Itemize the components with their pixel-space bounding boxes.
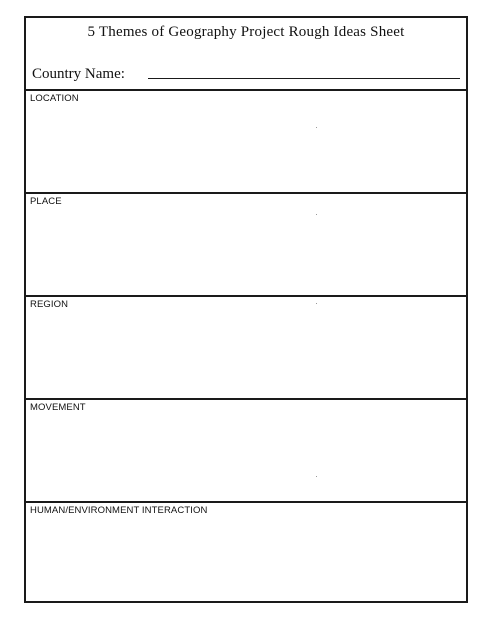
worksheet-header [26, 18, 466, 91]
section-region[interactable] [26, 297, 466, 400]
worksheet [24, 16, 468, 603]
section-movement[interactable] [26, 400, 466, 503]
section-label-place: PLACE [30, 196, 62, 207]
section-label-movement: MOVEMENT [30, 402, 86, 413]
scan-speck [316, 303, 317, 304]
country-name-field[interactable] [148, 78, 460, 79]
worksheet-title: 5 Themes of Geography Project Rough Ideas Sheet [87, 24, 405, 40]
section-place[interactable] [26, 194, 466, 297]
scan-speck [316, 476, 317, 477]
section-label-location: LOCATION [30, 93, 79, 104]
country-name-label: Country Name: [32, 66, 125, 82]
section-label-region: REGION [30, 299, 69, 310]
section-label-human-environment-interaction: HUMAN/ENVIRONMENT INTERACTION [30, 505, 208, 516]
scan-speck [316, 214, 317, 215]
scan-speck [316, 127, 317, 128]
section-location[interactable] [26, 91, 466, 194]
section-human-environment-interaction[interactable] [26, 503, 466, 601]
